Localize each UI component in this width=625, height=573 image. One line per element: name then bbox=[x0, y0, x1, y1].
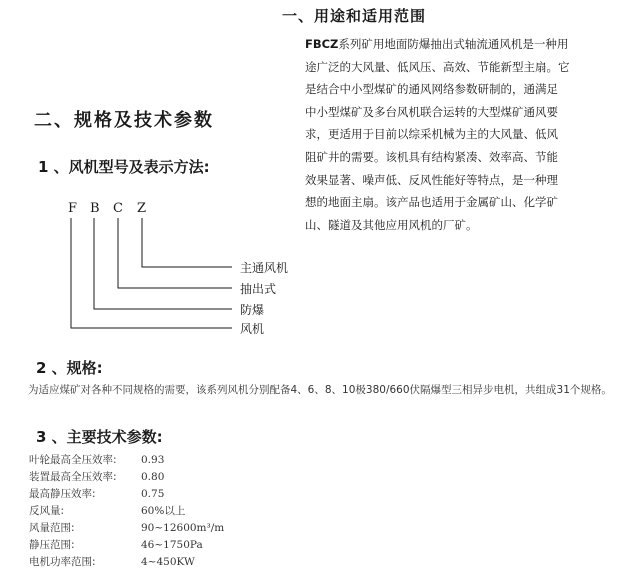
param-value: 0.80 bbox=[141, 471, 165, 483]
intro-line: 是结合中小型煤矿的通风网络参数研制的，通满足 bbox=[305, 82, 558, 97]
intro-line: 想的地面主扇。该产品也适用于金属矿山、化学矿 bbox=[305, 195, 558, 210]
param-value: 46~1750Pa bbox=[141, 539, 203, 551]
intro-line: 求，更适用于目前以综采机械为主的大风量、低风 bbox=[305, 127, 558, 142]
connector-line-c bbox=[118, 218, 232, 288]
param-value: 0.75 bbox=[141, 488, 165, 500]
model-heading: 1 、风机型号及表示方法: bbox=[38, 158, 210, 176]
param-label: 叶轮最高全压效率: bbox=[29, 454, 117, 466]
intro-line: 途广泛的大风量、低风压、高效、节能新型主扇。它 bbox=[305, 59, 570, 74]
param-label: 电机功率范围: bbox=[29, 556, 96, 568]
param-label: 最高静压效率: bbox=[29, 488, 96, 500]
model-letter-f: F bbox=[68, 201, 78, 216]
model-letter-c: C bbox=[113, 201, 123, 216]
model-label-explosion-proof: 防爆 bbox=[240, 303, 265, 317]
connector-line-b bbox=[94, 218, 232, 309]
model-label-fan: 风机 bbox=[240, 322, 265, 336]
param-value: 60%以上 bbox=[141, 505, 186, 517]
section1-title: 一、用途和适用范围 bbox=[282, 7, 427, 25]
spec-description: 为适应煤矿对各种不同规格的需要，该系列风机分别配备4、6、8、10极380/660伏隔爆型三相异步电机，共组成31个规格。 bbox=[28, 384, 612, 396]
param-label: 静压范围: bbox=[29, 539, 75, 551]
intro-line: 山、隧道及其他应用风机的厂矿。 bbox=[305, 217, 478, 232]
connector-line-f bbox=[71, 218, 232, 328]
model-label-main-fan: 主通风机 bbox=[240, 261, 289, 275]
intro-line: 中小型煤矿及多台风机联合运转的大型煤矿通风要 bbox=[305, 104, 558, 119]
section2-title: 二、规格及技术参数 bbox=[34, 110, 214, 131]
param-label: 风量范围: bbox=[29, 522, 75, 534]
param-value: 0.93 bbox=[141, 454, 165, 466]
model-label-extraction: 抽出式 bbox=[240, 282, 277, 296]
model-letter-b: B bbox=[90, 201, 100, 216]
param-value: 4~450KW bbox=[141, 556, 195, 568]
model-letter-z: Z bbox=[137, 201, 147, 216]
spec-heading: 2 、规格: bbox=[36, 359, 103, 377]
intro-line-text: 系列矿用地面防爆抽出式轴流通风机是一种用 bbox=[338, 37, 569, 51]
intro-line: 阻矿井的需要。该机具有结构紧凑、效率高、节能 bbox=[305, 149, 558, 164]
param-label: 反风量: bbox=[29, 505, 65, 517]
params-heading: 3 、主要技术参数: bbox=[36, 428, 163, 446]
intro-brand: FBCZ bbox=[305, 37, 339, 51]
intro-line: 效果显著、噪声低、反风性能好等特点，是一种理 bbox=[305, 172, 558, 187]
param-label: 装置最高全压效率: bbox=[29, 471, 117, 483]
param-value: 90~12600m³/m bbox=[141, 522, 225, 534]
connector-line-z bbox=[142, 218, 232, 267]
